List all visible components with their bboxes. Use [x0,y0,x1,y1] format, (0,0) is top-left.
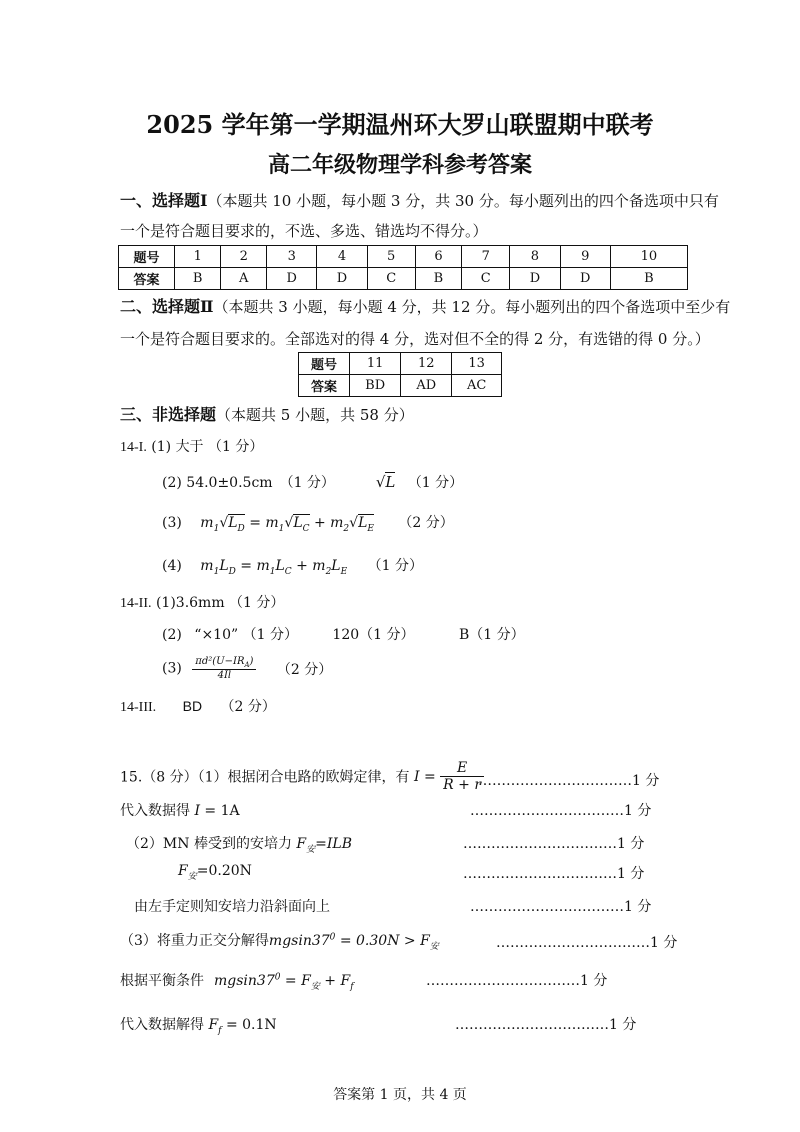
fraction-denominator: 4Il [217,670,232,681]
friction-result: $F_f$ [204,1017,222,1036]
current-result-value: = 1A [199,803,240,819]
table-cell: 4 [317,246,367,268]
sqrt-l-value: L [385,473,396,491]
table-cell: 11 [350,353,401,375]
q14-2-part2 [162,624,525,644]
table-cell: C [367,268,415,290]
table-cell: D [267,268,317,290]
q15-line6-text: （3）将重力正交分解得 [120,933,269,949]
table-cell: C [462,268,510,290]
table-cell: B [610,268,687,290]
table-cell: 8 [510,246,560,268]
q14-2-part2a: “×10” （1 分） [194,627,298,643]
q14-2-part2c: B（1 分） [458,627,525,643]
table-cell: A [221,268,267,290]
q14-2-label: 14-II. [120,596,152,611]
table-cell: BD [350,375,401,397]
score-mark: 1 分 [624,803,652,819]
table-cell: B [175,268,221,290]
gravity-component-formula: $mgsin37^0 = 0.30N > F_安$ [268,932,439,952]
q14-1-part2b-score: （1 分） [407,475,464,491]
table-row [299,375,502,397]
q14-2-line1 [120,592,284,612]
row-label: 答案 [299,375,350,397]
q15-dots-4: ……………………………1 分 [463,866,645,882]
formula-denominator: R + r [443,777,482,793]
q15-dots-8: ……………………………1 分 [455,1017,637,1033]
q15-line6 [120,930,439,952]
score-mark: 1 分 [650,935,678,951]
section3-heading-line [120,402,414,425]
q14-2-part2-num: (2) [162,627,182,643]
momentum-linear-equation: $m_1L_D = m_1L_C + m_2L_E$ [200,558,348,577]
q15-dots-2: ……………………………1 分 [470,803,652,819]
q15-dots-6: ……………………………1 分 [496,935,678,951]
table-cell: D [317,268,367,290]
current-result: I [190,803,200,819]
q14-1-part3-num: (3) [162,515,182,531]
q14-1-part4 [162,555,423,577]
q15-line5: 由左手定则知安培力沿斜面向上 [134,899,330,915]
table-cell: 5 [367,246,415,268]
section2-desc2: 一个是符合题目要求的。全部选对的得 4 分，选对但不全的得 2 分，有选错的得 0 分。） [120,330,710,348]
table-cell: AC [452,375,502,397]
q15-label: 15.（8 分）（1）根据闭合电路的欧姆定律，有 [120,769,410,786]
score-mark: 1 分 [632,773,660,789]
table-cell: 9 [560,246,610,268]
q14-2-part3-score: （2 分） [276,661,333,678]
sqrt-l-expression: √L [375,473,396,491]
q15-line7 [120,970,354,992]
row-label: 题号 [119,246,175,268]
table-cell: D [560,268,610,290]
q15-line2-text: 代入数据得 [120,803,190,819]
q14-1-part4-score: （1 分） [367,558,423,574]
q14-3-answer: BD [182,698,203,714]
q15-line8-text: 代入数据解得 [120,1017,204,1033]
score-mark: 1 分 [580,973,608,989]
q14-2-part2b: 120（1 分） [332,627,415,643]
score-mark: 1 分 [609,1017,637,1033]
q14-1-part2a: (2) 54.0±0.5cm （1 分） [162,475,335,491]
formula-numerator: E [440,760,484,777]
q15-line4 [178,863,252,882]
section1-desc2: 一个是符合题目要求的，不选、多选、错选均不得分。） [120,222,488,240]
ampere-force-value: $F_安$ [178,863,197,882]
table-row [119,268,688,290]
section2-heading-line [120,294,730,317]
section1-answer-table [118,245,688,290]
section1-heading: 一、选择题Ⅰ [120,191,208,210]
ampere-force-result: =0.20N [196,863,252,879]
row-label: 答案 [119,268,175,290]
section1-desc1: （本题共 10 小题，每小题 3 分，共 30 分。每小题列出的四个备选项中只有 [207,192,719,210]
q14-2-part3-num: (3) [162,660,182,677]
table-cell: 3 [267,246,317,268]
friction-result-value: = 0.1N [221,1017,277,1033]
q14-1-part3 [162,512,454,534]
table-cell: AD [401,375,452,397]
q14-1-part4-num: (4) [162,558,182,574]
ampere-force-formula: $F_安=ILB$ [291,836,352,855]
q15-dots-7: ……………………………1 分 [426,973,608,989]
q14-2-part1: (1)3.6mm （1 分） [155,595,285,611]
table-cell: 1 [175,246,221,268]
page-subtitle: 高二年级物理学科参考答案 [267,152,532,178]
q14-1-part2 [162,472,463,492]
table-row [119,246,688,268]
row-label: 题号 [299,353,350,375]
resistivity-fraction: $\frac{\pi d^2(U-IR_A)}{4Il}$ [192,656,256,681]
q15-line7-text: 根据平衡条件 [120,973,204,989]
score-mark: 1 分 [617,836,645,852]
table-cell: 6 [415,246,461,268]
section3-desc: （本题共 5 小题，共 58 分） [216,406,414,424]
q15-line8 [120,1014,277,1036]
page-footer: 答案第 1 页，共 4 页 [333,1087,467,1103]
q14-1-part3-score: （2 分） [398,515,454,531]
section3-heading: 三、非选择题 [120,405,217,424]
page-title: 2025 学年第一学期温州环大罗山联盟期中联考 [146,110,654,139]
section2-desc1: （本题共 3 小题，每小题 4 分，共 12 分。每小题列出的四个备选项中至少有 [213,298,731,316]
q15-line3 [126,833,352,855]
section2-answer-table [298,352,502,397]
table-cell: 2 [221,246,267,268]
q15-dots-3: ……………………………1 分 [463,836,645,852]
q15-dots-5: ……………………………1 分 [470,899,652,915]
q14-1-part1: (1) 大于 （1 分） [151,439,264,455]
equilibrium-formula: $mgsin37^0 = F_安 + F_f$ [214,972,354,992]
table-cell: 10 [610,246,687,268]
q14-1-label: 14-I. [120,440,147,455]
ohm-law-formula: I = $\frac{E}{R + r}$ [414,769,484,785]
q14-2-part3 [162,656,332,681]
table-cell: D [510,268,560,290]
table-cell: 7 [462,246,510,268]
fraction-numerator: πd²(U−IR [195,656,245,667]
q14-1-line1 [120,436,263,456]
table-row [299,353,502,375]
section2-heading: 二、选择题Ⅱ [120,297,214,316]
table-cell: B [415,268,461,290]
q15-dots-1: ……………………………1 分 [478,773,660,789]
score-mark: 1 分 [624,899,652,915]
q15-line2 [120,800,240,820]
momentum-sqrt-equation: $m_1√L_D = m_1√L_C + m_2√L_E$ [200,515,374,534]
section1-heading-line [120,188,719,211]
table-cell: 12 [401,353,452,375]
q14-3-score: （2 分） [220,699,276,715]
q14-3-line [120,696,276,716]
q15-line3-text: （2）MN 棒受到的安培力 [126,836,292,852]
q14-3-label: 14-III. [120,700,157,715]
table-cell: 13 [452,353,502,375]
score-mark: 1 分 [617,866,645,882]
q15-line1 [120,760,484,793]
